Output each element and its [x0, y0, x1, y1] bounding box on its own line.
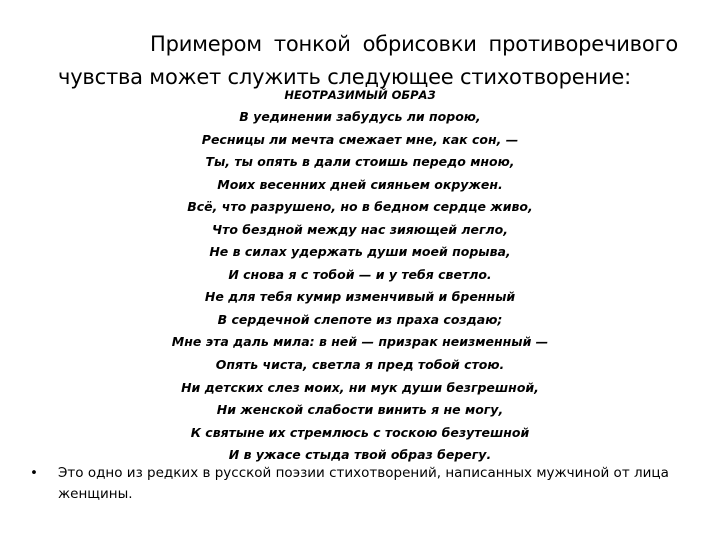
poem-line: Ни детских слез моих, ни мук души безгрешной, [181, 379, 539, 395]
poem-line: В сердечной слепоте из праха создаю; [217, 311, 503, 327]
poem-line: Ресницы ли мечта смежает мне, как сон, — [201, 131, 519, 147]
poem-line: И в ужасе стыда твой образ берегу. [228, 447, 492, 463]
bullet-item [30, 463, 670, 505]
bullet-marker: • [30, 465, 38, 481]
intro-line-2: чувства может служить следующее стихотворение: [58, 65, 631, 89]
poem-line: Ни женской слабости винить я не могу, [216, 402, 504, 418]
poem [0, 84, 720, 467]
poem-line: Моих весенних дней сияньем окружен. [217, 176, 503, 192]
poem-line: Всё, что разрушено, но в бедном сердце живо, [187, 199, 533, 215]
poem-line: Опять чиста, светла я пред тобой стою. [215, 357, 505, 373]
poem-line: Не для тебя кумир изменчивый и бренный [204, 289, 516, 305]
poem-title: НЕОТРАЗИМЫЙ ОБРАЗ [284, 88, 436, 102]
poem-line: Что бездной между нас зияющей легло, [211, 221, 508, 237]
poem-line: К святыне их стремлюсь с тоскою безутешной [190, 424, 530, 440]
poem-line: В уединении забудусь ли порою, [239, 109, 481, 124]
poem-line: И снова я с тобой — и у тебя светло. [228, 266, 492, 282]
poem-line: Ты, ты опять в дали стоишь передо мною, [205, 154, 515, 170]
intro-line-1: Примером тонкой обрисовки противоречивого [150, 32, 678, 56]
bullet-text: Это одно из редких в русской поэзии стихотворений, написанных мужчиной от лица женщины. [58, 465, 669, 502]
poem-line: Не в силах удержать души моей порыва, [209, 244, 511, 260]
poem-line: Мне эта даль мила: в ней — призрак неизменный — [171, 334, 549, 350]
